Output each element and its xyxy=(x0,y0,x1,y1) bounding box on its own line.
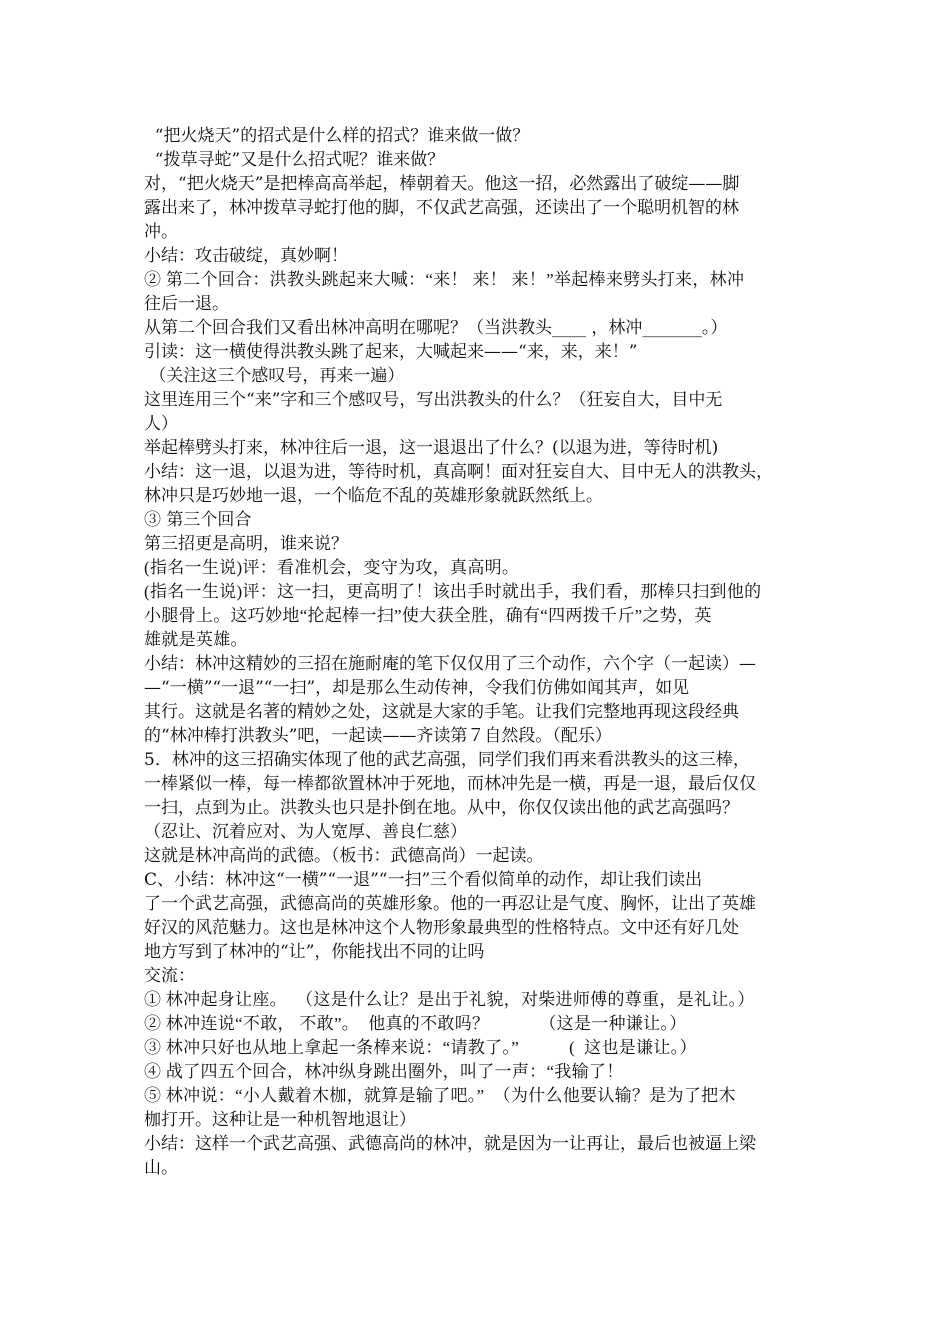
text-line: 小结：攻击破绽，真妙啊！ xyxy=(144,246,348,266)
text-line: 这里连用三个“来”字和三个感叹号，写出洪教头的什么？（狂妄自大，目中无 xyxy=(144,390,723,410)
text-line: ⑤ 林冲说：“小人戴着木枷，就算是输了吧。” （为什么他要认输？是为了把木 xyxy=(144,1086,736,1105)
text-line: 5．林冲的这三招确实体现了他的武艺高强，同学们我们再来看洪教头的这三棒， xyxy=(144,750,750,770)
text-line: —“一横”“一退”“一扫”，却是那么生动传神，令我们仿佛如闻其声，如见 xyxy=(144,678,690,698)
text-line: 露出来了，林冲拨草寻蛇打他的脚，不仅武艺高强，还读出了一个聪明机智的林 xyxy=(144,198,739,218)
text-line: 冲。 xyxy=(144,222,178,242)
text-line: 了一个武艺高强，武德高尚的英雄形象。他的一再忍让是气度、胸怀，让出了英雄 xyxy=(144,894,756,914)
text-line: ③ 林冲只好也从地上拿起一条棒来说：“请教了。” ( 这也是谦让。） xyxy=(144,1038,697,1057)
text-line: 的“林冲棒打洪教头”吧，一起读——齐读第７自然段。（配乐） xyxy=(144,726,612,746)
text-line: 小结：这样一个武艺高强、武德高尚的林冲，就是因为一让再让，最后也被逼上梁 xyxy=(144,1134,756,1154)
text-line: 地方写到了林冲的“让”，你能找出不同的让吗 xyxy=(144,942,485,962)
text-line: （关注这三个感叹号，再来一遍） xyxy=(144,366,405,386)
text-line: 雄就是英雄。 xyxy=(144,630,248,649)
text-line: 枷打开。这种让是一种机智地退让） xyxy=(144,1110,416,1130)
text-line: 小结：这一退，以退为进，等待时机，真高啊！面对狂妄自大、目中无人的洪教头， xyxy=(144,462,773,482)
text-line: ② 第二个回合：洪教头跳起来大喊：“来！ 来！ 来！”举起棒来劈头打来，林冲 xyxy=(144,270,745,289)
text-line: 山。 xyxy=(144,1158,178,1178)
document-body xyxy=(144,124,808,1180)
text-line: C、小结：林冲这“一横”“一退”“一扫”三个看似简单的动作，却让我们读出 xyxy=(144,870,703,890)
text-line: 交流： xyxy=(144,966,195,986)
text-line: 小腿骨上。这巧妙地“抡起棒一扫”使大获全胜，确有“四两拨千斤”之势，英 xyxy=(144,606,712,625)
text-line: ③ 第三个回合 xyxy=(144,510,252,530)
text-line: ① 林冲起身让座。 （这是什么让？是出于礼貌，对柴进师傅的尊重，是礼让。） xyxy=(144,990,755,1009)
text-line: “拨草寻蛇”又是什么招式呢？谁来做？ xyxy=(144,150,445,170)
text-line: 好汉的风范魅力。这也是林冲这个人物形象最典型的性格特点。文中还有好几处 xyxy=(144,918,739,938)
text-line: 举起棒劈头打来，林冲往后一退，这一退退出了什么？(以退为进，等待时机) xyxy=(144,438,719,458)
text-line: 对，“把火烧天”是把棒高高举起，棒朝着天。他这一招，必然露出了破绽——脚 xyxy=(144,174,740,194)
text-line: 人） xyxy=(144,414,178,434)
text-line: 一扫，点到为止。洪教头也只是扑倒在地。从中，你仅仅读出他的武艺高强吗？ xyxy=(144,798,739,818)
text-line: ② 林冲连说“不敢， 不敢”。 他真的不敢吗？ （这是一种谦让。） xyxy=(144,1014,687,1033)
text-line: 从第二个回合我们又看出林冲高明在哪呢？（当洪教头____ ，林冲_______。） xyxy=(144,318,728,338)
text-line: （忍让、沉着应对、为人宽厚、善良仁慈） xyxy=(144,822,467,842)
text-line: 往后一退。 xyxy=(144,294,229,314)
text-line: 第三招更是高明，谁来说？ xyxy=(144,534,348,554)
text-line: (指名一生说)评：看准机会，变守为攻，真高明。 xyxy=(144,558,520,577)
text-line: ④ 战了四五个回合，林冲纵身跳出圈外，叫了一声：“我输了！ xyxy=(144,1062,624,1081)
text-line: 一棒紧似一棒，每一棒都欲置林冲于死地，而林冲先是一横，再是一退，最后仅仅 xyxy=(144,774,756,794)
text-line: 小结：林冲这精妙的三招在施耐庵的笔下仅仅用了三个动作，六个字（一起读）— xyxy=(144,654,756,674)
text-line: “把火烧天”的招式是什么样的招式？谁来做一做？ xyxy=(144,126,530,146)
text-line: 其行。这就是名著的精妙之处，这就是大家的手笔。让我们完整地再现这段经典 xyxy=(144,702,739,722)
text-line: 林冲只是巧妙地一退，一个临危不乱的英雄形象就跃然纸上。 xyxy=(144,486,603,506)
text-line: (指名一生说)评：这一扫，更高明了！该出手时就出手，我们看，那棒只扫到他的 xyxy=(144,582,762,601)
text-line: 引读：这一横使得洪教头跳了起来，大喊起来——“来，来，来！” xyxy=(144,342,638,362)
text-line: 这就是林冲高尚的武德。（板书：武德高尚）一起读。 xyxy=(144,846,544,866)
